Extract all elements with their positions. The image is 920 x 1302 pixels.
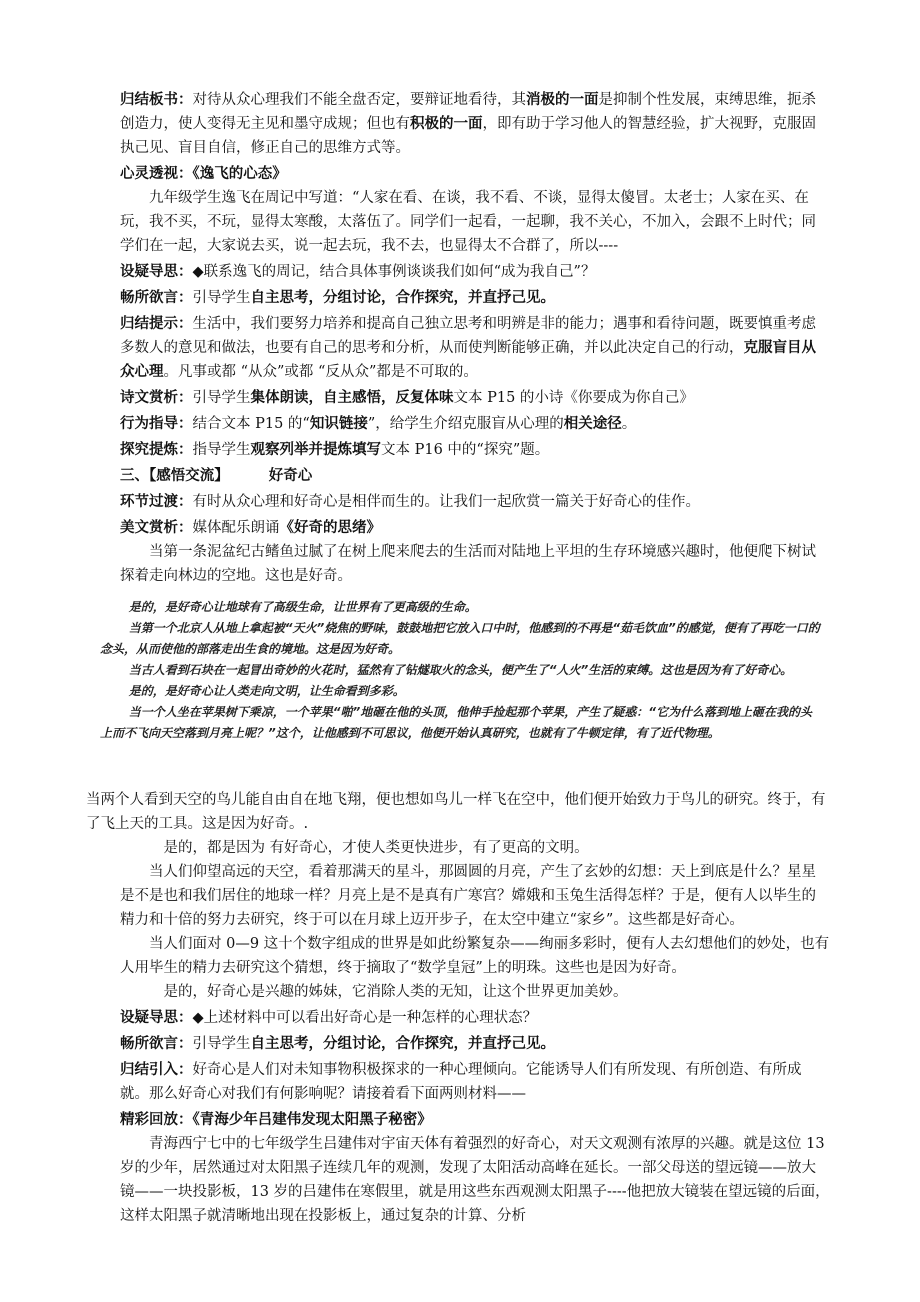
question2-paragraph: 设疑导思：◆上述材料中可以看出好奇心是一种怎样的心理状态？	[120, 1010, 538, 1026]
yes2-paragraph: 是的，好奇心是兴趣的姊妹，它消除人类的无知，让这个世界更加美妙。	[163, 984, 628, 1000]
heart-label: 心灵透视：	[120, 166, 193, 182]
birds-paragraph: 当两个人看到天空的鸟儿能自由自在地飞翔，便也想如鸟儿一样飞在空中，他们便开始致力于鸟儿的研究。终于，有了飞上天的工具。这是因为好奇。.	[86, 792, 826, 832]
replay-heading: 精彩回放：《青海少年吕建伟发现太阳黑子秘密》	[120, 1112, 432, 1128]
heart-paragraph: 九年级学生逸飞在周记中写道：“人家在看、在谈，我不看、不谈，显得太傻冒。太老士；人家在买、在玩，我不买，不玩，显得太寒酸，太落伍了。同学们一起看，一起聊，我不关心，不加入，会跟不上时代；同学们在一起，大家说去买，说一起去玩，我不去，也显得太不合群了，所以----	[120, 190, 816, 254]
talk1-paragraph: 畅所欲言：引导学生自主思考，分组讨论，合作探究，并直抒己见。	[120, 290, 555, 306]
quote-paragraph-3: 当古人看到石块在一起冒出奇妙的火花时，猛然有了钻燧取火的念头，便产生了“人火”生活的束缚。这也是因为有了好奇心。	[128, 663, 793, 677]
summary-paragraph: 归结板书：对待从众心理我们不能全盘否定，要辩证地看待，其消极的一面是抑制个性发展，束缚思维，扼杀创造力，使人变得无主见和墨守成规；但也有积极的一面，即有助于学习他人的智慧经验，扩大视野，克服固执己见、盲目自信，修正自己的思维方式等。	[120, 92, 816, 156]
poem-paragraph: 诗文赏析：引导学生集体朗读，自主感悟，反复体味文本 P15 的小诗《你要成为你自己》	[120, 390, 694, 406]
heart-title: 《逸飞的心态》	[192, 166, 287, 182]
talk2-paragraph: 畅所欲言：引导学生自主思考，分组讨论，合作探究，并直抒己见。	[120, 1036, 555, 1052]
section3-topic: 好奇心	[268, 468, 313, 484]
prose-heading: 美文赏析：媒体配乐朗诵《好奇的思绪》	[120, 520, 381, 536]
replay-paragraph: 青海西宁七中的七年级学生吕建伟对宇宙天体有着强烈的好奇心，对天文观测有浓厚的兴趣。就是这位 13 岁的少年，居然通过对太阳黑子连续几年的观测，发现了太阳活动高峰在延长。一部父母送的望远镜——放大镜——一块投影板，13 岁的吕建伟在寒假里，就是用这些东西观测太阳黑子----他把放大镜装在望远镜的后面，这样太阳黑子就清晰地出现在投影板上，通过复杂的计算、分析	[120, 1136, 830, 1224]
yes1-paragraph: 是的，都是因为 有好奇心，才使人类更快进步，有了更高的文明。	[163, 840, 589, 856]
question1-paragraph: 设疑导思：◆联系逸飞的周记，结合具体事例谈谈我们如何“成为我自己”？	[120, 264, 596, 280]
prose-paragraph: 当第一条泥盆纪古鳍鱼过腻了在树上爬来爬去的生活而对陆地上平坦的生存环境感兴趣时，他便爬下树试探着走向林边的空地。这也是好奇。	[120, 544, 816, 584]
quote-paragraph-2: 当第一个北京人从地上拿起被“天火”烧焦的野味，鼓鼓地把它放入口中时，他感到的不再是“茹毛饮血”的感觉，便有了再吃一口的念头，从而使他的部落走出生食的境地。这是因为好奇。	[100, 621, 820, 656]
transition-paragraph: 环节过渡：有时从众心理和好奇心是相伴而生的。让我们一起欣赏一篇关于好奇心的佳作。	[120, 494, 700, 510]
intro-paragraph: 归结引入：好奇心是人们对未知事物积极探求的一种心理倾向。它能诱导人们有所发现、有所创造、有所成就。那么好奇心对我们有何影响呢？请接着看下面两则材料——	[120, 1062, 802, 1102]
section3-heading: 三、【感悟交流】 好奇心	[120, 468, 313, 484]
quote-paragraph-5: 当一个人坐在苹果树下乘凉，一个苹果“啪”地砸在他的头顶，他伸手捡起那个苹果，产生了疑惑：“它为什么落到地上砸在我的头上而不飞向天空落到月亮上呢？”这个，让他感到不可思议，他便开始认真研究，也就有了牛顿定律，有了近代物理。	[100, 705, 812, 740]
digits-paragraph: 当人们面对 0—9 这十个数字组成的世界是如此纷繁复杂——绚丽多彩时，便有人去幻想他们的妙处，也有人用毕生的精力去研究这个猜想，终于摘取了“数学皇冠”上的明珠。这些也是因为好奇。	[120, 936, 830, 976]
summary-label: 归结板书：	[120, 92, 193, 108]
quote-paragraph-1: 是的，是好奇心让地球有了高级生命，让世界有了更高级的生命。	[128, 600, 477, 614]
explore-paragraph: 探究提炼：指导学生观察列举并提炼填写文本 P16 中的“探究”题。	[120, 442, 550, 458]
section-from-crowd	[120, 88, 830, 588]
scanned-quote-block	[100, 597, 820, 744]
section-curiosity	[120, 836, 830, 1228]
action-paragraph: 行为指导：结合文本 P15 的“知识链接”，给学生介绍克服盲从心理的相关途径。	[120, 416, 637, 432]
quote-paragraph-4: 是的，是好奇心让人类走向文明，让生命看到多彩。	[128, 684, 405, 698]
heart-heading	[120, 162, 830, 186]
sky-paragraph: 当人们仰望高远的天空，看着那满天的星斗，那圆圆的月亮，产生了玄妙的幻想：天上到底是什么？星星是不是也和我们居住的地球一样？月亮上是不是真有广寒宫？嫦娥和玉兔生活得怎样？于是，便有人以毕生的精力和十倍的努力去研究，终于可以在月球上迈开步子，在太空中建立“家乡”。这些都是好奇心。	[120, 864, 816, 928]
hint-paragraph: 归结提示：生活中，我们要努力培养和提高自己独立思考和明辨是非的能力；遇事和看待问题，既要慎重考虑多数人的意见和做法，也要有自己的思考和分析，从而使判断能够正确，并以此决定自己的行动，克服盲目从众心理。凡事或都 “从众”或都 “反从众”都是不可取的。	[120, 316, 816, 380]
